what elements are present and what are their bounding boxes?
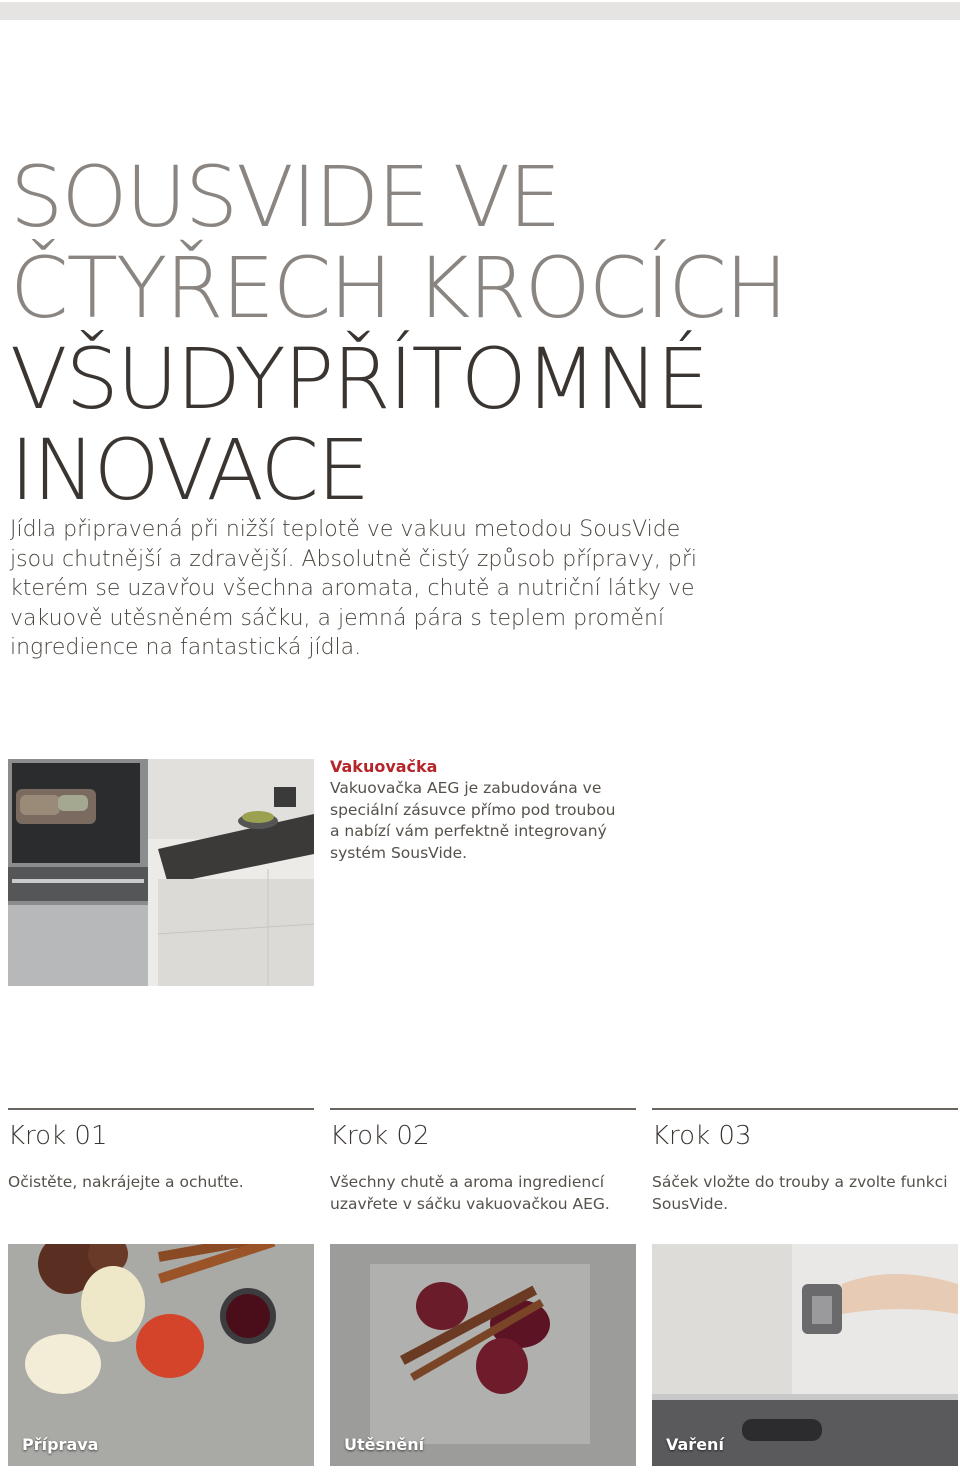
step-3-title: Krok 03 (652, 1121, 752, 1151)
vakuovacka-title: Vakuovačka (330, 757, 438, 776)
kitchen-illustration (8, 759, 314, 986)
step-3 (652, 1108, 958, 1215)
step-2-text: Všechny chutě a aroma ingrediencí uzavřete v sáčku vakuovačkou AEG. (330, 1173, 610, 1213)
title-line-4: INOVACE (10, 421, 369, 519)
photo-sealing (330, 1244, 636, 1466)
top-bar (0, 2, 960, 20)
page-title (10, 148, 787, 519)
photo-cooking (652, 1244, 958, 1466)
step-1-rule (8, 1108, 314, 1110)
photo-1-caption: Příprava (22, 1435, 99, 1454)
title-line-1: SOUSVIDE VE (10, 148, 560, 246)
vacuum-bag-illustration (330, 1244, 636, 1466)
step-1 (8, 1108, 314, 1194)
pears-spices-illustration (8, 1244, 314, 1466)
intro-paragraph: Jídla připravená při nižší teplotě ve vakuu metodou SousVide jsou chutnější a zdravější. Absolutně čistý způsob přípravy, při kterém se uzavřou všechna aromata, chutě a nutriční látky ve vakuově utěsněném sáčku, a jemná pára s teplem promění ingredience na fantastická jídla. (10, 517, 697, 660)
vakuovacka-section (330, 756, 620, 864)
vakuovacka-text: Vakuovačka AEG je zabudována ve speciální zásuvce přímo pod troubou a nabízí vám perfektně integrovaný systém SousVide. (330, 779, 616, 862)
title-line-3: VŠUDYPŘÍTOMNÉ (10, 330, 708, 428)
step-1-text: Očistěte, nakrájejte a ochuťte. (8, 1173, 244, 1191)
photo-preparation (8, 1244, 314, 1466)
kitchen-image (8, 759, 314, 986)
step-1-title: Krok 01 (8, 1121, 108, 1151)
step-3-text: Sáček vložte do trouby a zvolte funkci SousVide. (652, 1173, 948, 1213)
step-2-title: Krok 02 (330, 1121, 430, 1151)
title-line-2: ČTYŘECH KROCÍCH (10, 239, 787, 337)
step-2 (330, 1108, 636, 1215)
step-2-rule (330, 1108, 636, 1110)
photo-3-caption: Vaření (666, 1435, 724, 1454)
oven-hand-illustration (652, 1244, 958, 1466)
step-3-rule (652, 1108, 958, 1110)
photo-2-caption: Utěsnění (344, 1435, 425, 1454)
